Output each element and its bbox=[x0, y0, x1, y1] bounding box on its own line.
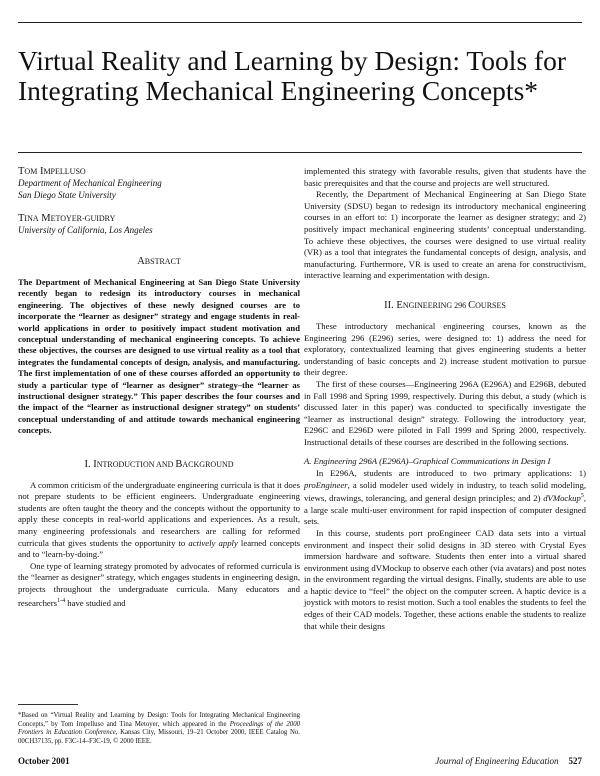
footnote: *Based on “Virtual Reality and Learning by Design: Tools for Integrating Mechanical Engineering Concepts,” by Tom Impelluso and Tina Metoyer, which appeared in the Proceedings of the 2000 Frontiers in Education Conference, Kansas City, Missouri, 19–21 October 2000, IEEE Catalog No. 00CH37135, pp. F3C-14–F3C-19, © 2000 IEEE. bbox=[18, 712, 301, 745]
top-rule bbox=[18, 22, 582, 23]
paragraph: implemented this strategy with favorable results, given that students have the basic prerequisites and that the course and projects are well structured. bbox=[304, 166, 586, 188]
title-rule bbox=[18, 152, 582, 153]
footer-date: October 2001 bbox=[18, 756, 70, 766]
author-institution: San Diego State University bbox=[18, 190, 116, 200]
author-institution: University of California, Los Angeles bbox=[18, 225, 153, 235]
subsection-heading: A. Engineering 296A (E296A)–Graphical Communications in Design I bbox=[304, 456, 551, 467]
author-department: Department of Mechanical Engineering bbox=[18, 178, 162, 188]
author-name: TINA METOYER-GUIDRY bbox=[18, 213, 116, 224]
paragraph: Recently, the Department of Mechanical Engineering at San Diego State University (SDSU) began to redesign its introductory mechanical engineering courses in an effort to: 1) incorporate the learner as designer strategy; and 2) positively impact mechanical engineering students’ conceptual understanding. To achieve these objectives, the courses were designed to use virtual reality (VR) as a tool that integrates the fundamental concepts of design, analysis, and manufacturing. Furthermore, VR is used to create an arena for constructivism, interactive learning and experimentation with design. bbox=[304, 189, 586, 281]
right-column bbox=[304, 166, 586, 632]
paragraph: These introductory mechanical engineering courses, known as the Engineering 296 (E296) series, were designed to: 1) address the need for exploratory, contextualized learning that gives engineering students a better understanding of basic concepts and 2) increase student motivation to pursue their degree. bbox=[304, 320, 586, 378]
footnote-rule bbox=[18, 704, 78, 705]
section-heading: II. ENGINEERING 296 COURSES bbox=[384, 299, 506, 311]
abstract-text: The Department of Mechanical Engineering at San Diego State University recently began to redesign its introductory courses in mechanical engineering. The objectives of these newly designed courses are to incorporate the “learner as designer” strategy and engage students in real-world applications in order to positively impact student motivation and conceptual understanding of mechanical engineering concepts. To achieve these objectives, the courses are designed to use virtual reality as a tool that integrates the fundamental concepts of design, analysis, and manufacturing. The first implementation of one of these courses afforded an opportunity to study a particular type of “learner as designer” strategy–the “learner as instructional designer strategy.” This paper describes the four courses and the impact of the “learner as instructional designer strategy” on students’ conceptual understanding of and attitude towards mechanical engineering concepts. bbox=[18, 277, 300, 436]
page-number: 527 bbox=[568, 756, 582, 766]
paragraph: In E296A, students are introduced to two primary applications: 1) proEngineer, a solid modeler used widely in industry, to teach solid modeling, views, drawings, tolerancing, and general design principles; and 2) dVMockup$^5$, a large scale multi-user environment for rapid inspection of computer designed sets. bbox=[304, 468, 587, 527]
paragraph: One type of learning strategy promoted by advocates of reformed curricula is the “learner as designer” strategy, which engages students in engineering design, projects throughout the undergraduate curricula. Many educators and researchers$^{1-4}$ have studied and bbox=[18, 560, 300, 608]
page-title: Virtual Reality and Learning by Design: Tools for Integrating Mechanical Engineering Concepts* bbox=[18, 45, 567, 106]
author-name: TOM IMPELLUSO bbox=[18, 166, 86, 177]
paragraph: The first of these courses—Engineering 296A (E296A) and E296B, debuted in Fall 1998 and Spring 1999, respectively. During this debut, a study (which is discussed later in this paper) was conducted to specifically investigate the “learner as instructional design” strategy. Following the introductory year, E296C and E296D were piloted in Fall 1999 and Spring 2000, respectively. Instructional details of these courses are described in the following sections. bbox=[304, 378, 586, 447]
paragraph: A common criticism of the undergraduate engineering curricula is that it does not prepare students to be efficient engineers. Undergraduate engineering students are often taught the theory and the concepts without the opportunity to apply these concepts in real-world applications and experiences. As a result, many engineering professionals and researchers are calling for reformed curricula that gives students the opportunity to actively apply learned concepts and to “learn-by-doing.” bbox=[18, 479, 300, 560]
footer-journal: Journal of Engineering Education 527 bbox=[435, 756, 582, 766]
section-heading: I. INTRODUCTION AND BACKGROUND bbox=[84, 458, 234, 470]
left-column bbox=[18, 166, 300, 609]
paragraph: In this course, students port proEngineer CAD data sets into a virtual environment and inspect their solid designs in 3D stereo with Crystal Eyes immersion hardware and software. Students then enter into a virtual shared environment using dVMockup to observe each other (via avatars) and post notes in the environment regarding the virtual designs. Finally, students are able to use a haptic device to “feel” the object on the computer screen. A haptic device is a joystick with motors to resist motion. Such a tool enables the students to feel the edges of their CAD models. Together, these actions enable the students to realize that while their designs bbox=[304, 527, 586, 631]
abstract-heading: ABSTRACT bbox=[137, 256, 181, 267]
